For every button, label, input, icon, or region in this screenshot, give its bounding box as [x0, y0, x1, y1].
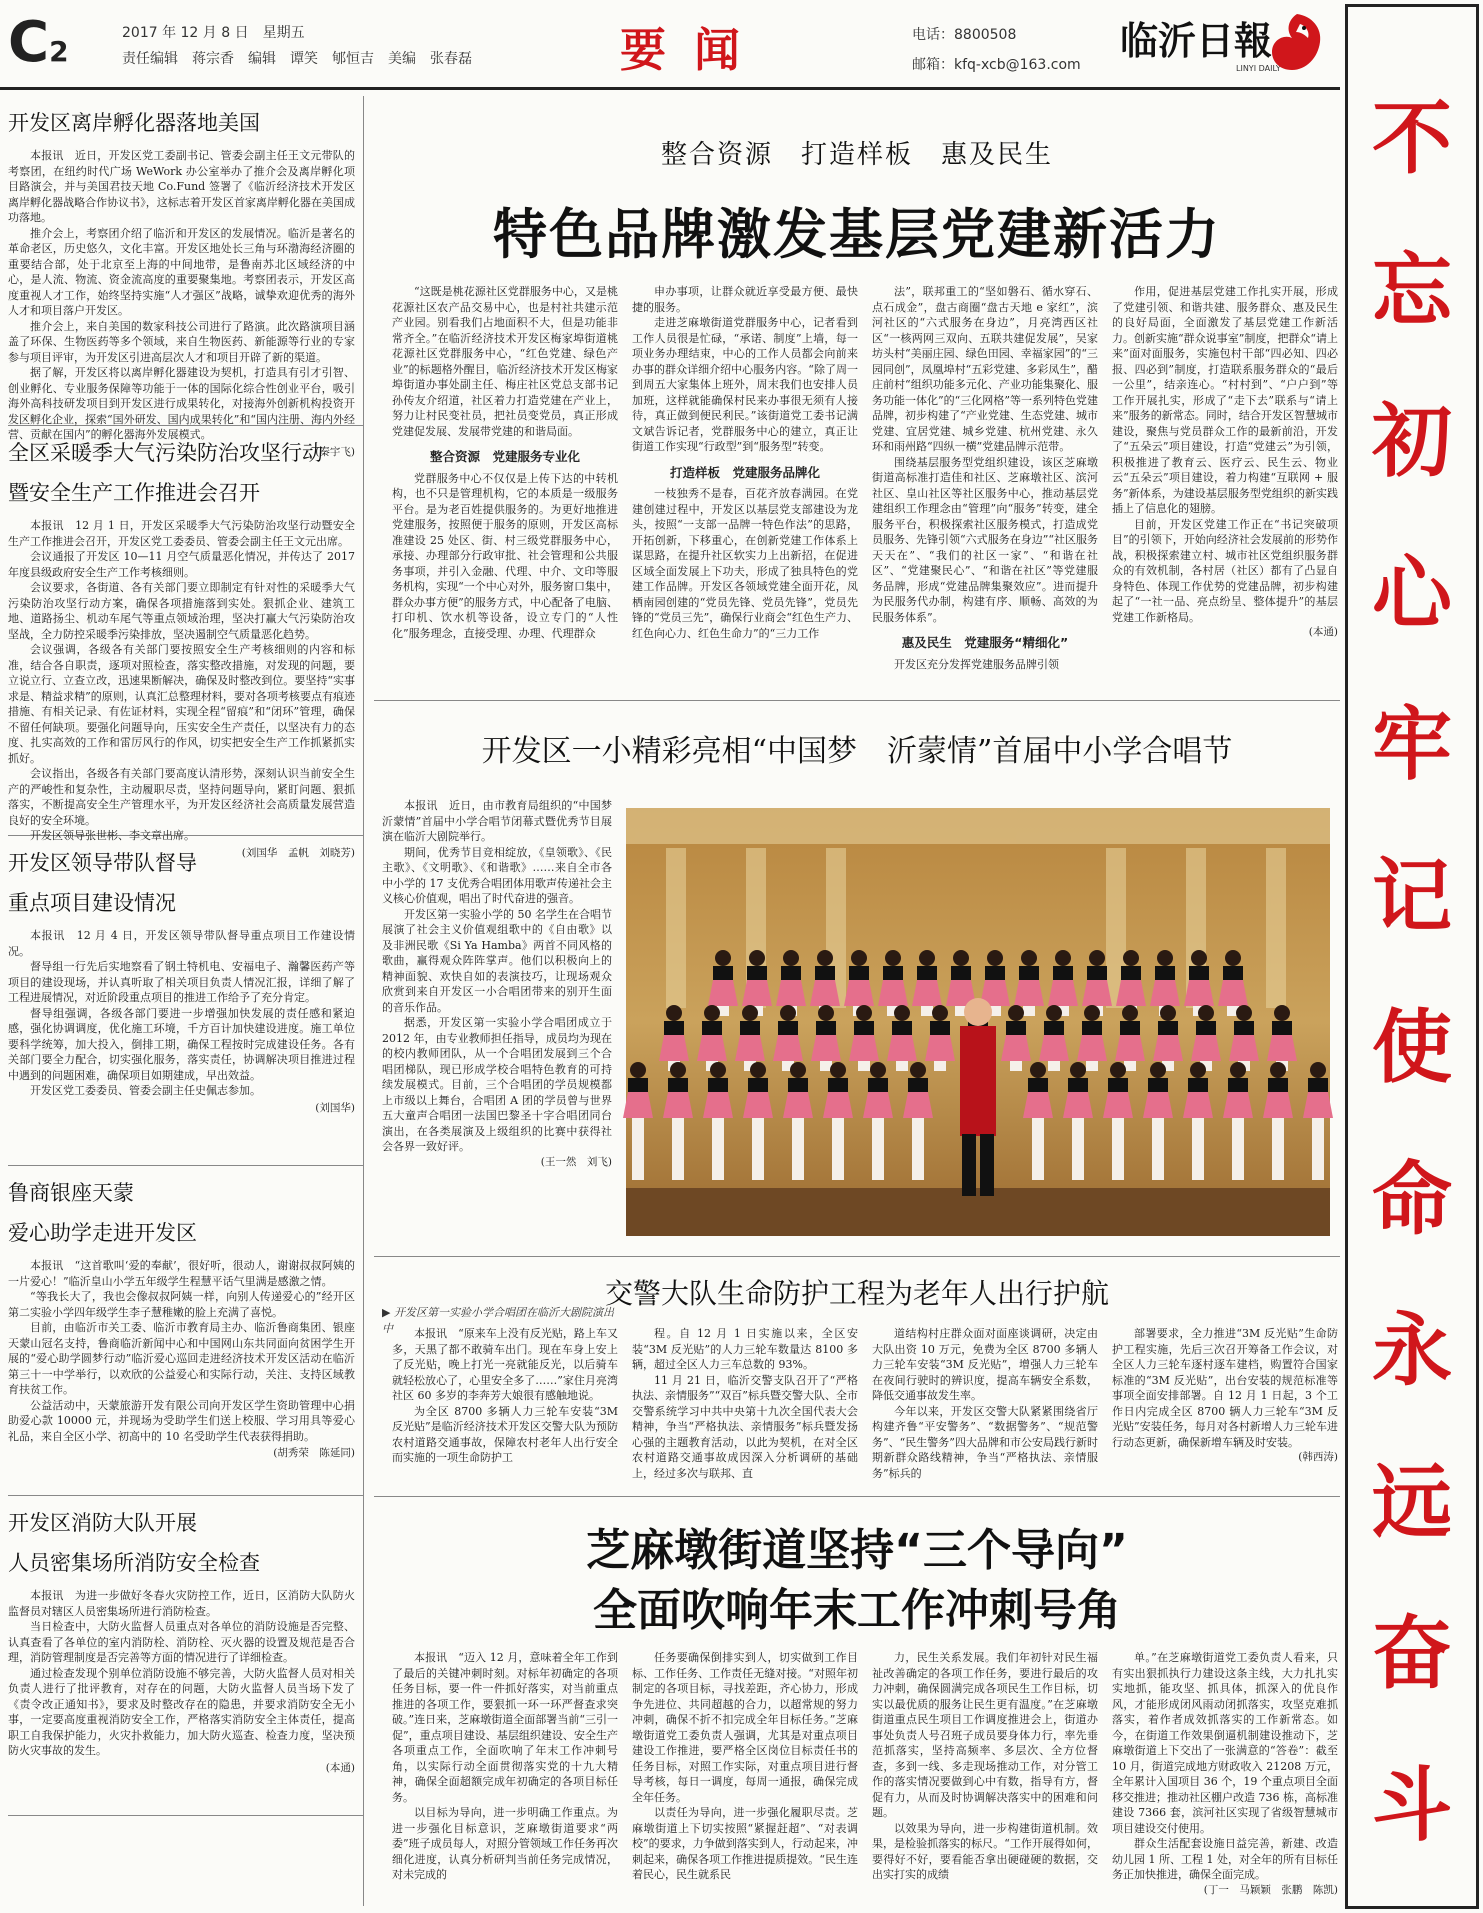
text-column	[392, 1326, 618, 1464]
article-paragraph: 本报讯 12 月 1 日，开发区采暖季大气污染防治攻坚行动暨安全生产工作推进会召开，开发区党工委委员、管委会副主任王文元出席。	[8, 519, 355, 548]
choir-photo	[626, 808, 1330, 1236]
column-paragraph: 单。”在芝麻墩街道党工委负责人看来，只有实出狠抓执行力建设这条主线，大力扎扎实实地抓，能攻坚、抓具体，抓深入的优良作风，才能形成闭风雨动闭抓落实，攻坚克难抓落实，着作者成效抓落实的工作新常态。如今，在街道工作效果倒逼机制建设推动下，芝麻墩街道上下交出了一张满意的“答卷”：截至 10 月，街道完成地方财政收入 21208 万元，全年累计入国项目 36 个，19 个重点项目全面移交推进；推动社区棚户改造 736 栋，高标准建设 7366 套，滨河社区实现了省级智慧城市项目建设交付使用。	[1112, 1651, 1338, 1835]
text-column	[632, 1650, 858, 1900]
phone-label: 电话：	[912, 27, 954, 43]
choir-paragraph: 期间，优秀节目竞相绽放，《皇领歌》、《民主歌》、《文明歌》、《和谐歌》……来自全市各中小学的 17 支优秀合唱团体用歌声传递社会主义核心价值观，唱出了时代奋进的强音。	[382, 845, 612, 905]
choir-story-text	[382, 798, 623, 1170]
column-paragraph: 以目标为导向，进一步明确工作重点。为进一步强化目标意识，芝麻墩街道要求“两委”班子成员每人，对照分管领域工作任务再次细化进度，认真分析研判当前任务完成情况，对未完成的	[392, 1806, 618, 1881]
article-paragraph: 本报讯 “这首歌叫‘爱的奉献’，很好听，很动人，谢谢叔叔阿姨的一片爱心！”临沂皇山小学五年级学生程慧平话气里满是感激之情。	[8, 1259, 355, 1288]
phoenix-emblem-icon	[1262, 8, 1332, 78]
slogan-char: 牢	[1372, 698, 1452, 792]
column-paragraph: 群众生活配套设施日益完善，新建、改造幼儿园 1 所、工程 1 处，对全年的所有目标任务正加快推进，确保全面完成。	[1112, 1837, 1338, 1881]
article-byline: (刘国华)	[315, 1101, 355, 1114]
zhima-story-columns	[392, 1650, 1338, 1900]
slogan-char: 奋	[1372, 1607, 1452, 1701]
zhima-headline-2: 全面吹响年末工作冲刺号角	[593, 1585, 1121, 1636]
article-title: 鲁商银座天蒙	[8, 1181, 134, 1205]
column-byline: (本通)	[1308, 626, 1338, 638]
column-paragraph: 法”，联邦重工的“坚如磐石、循水穿石、点石成金”，盘古商圈“盘古天地 e 家红”，滨河社区的“六式服务在身边”，月亮湾西区社区“一核两网三双向、五联共建促发展”，吴家坊头村“美丽庄园、绿色田园、幸福家园”的“三园同创”，凤凰埠村“五彩党建、多彩凤生”，醋庄前村“组织功能多元化、产业功能集聚化、服务功能一体化”的“三化网格”等一系列特色党建品牌，初步构建了“产业党建、生态党建、城市党建、宜居党建、城乡党建、杭州党建、永久环和雨州路“四纵一横”党建品牌示范带。	[872, 285, 1098, 453]
article-paragraph: 推介会上，来自美国的数家科技公司进行了路演。此次路演项目涵盖了环保、生物医药等多个领域，来自生物医药、新能源等行业的专家参与项目评审，为开发区引进高层次人才和项目开辟了新的渠道。	[8, 319, 355, 364]
slogan-char: 不	[1372, 92, 1452, 185]
left-article	[8, 836, 363, 1166]
column-byline: (丁一 马颖颖 张鹏 陈凯)	[1203, 1883, 1338, 1896]
zhima-headline-1: 芝麻墩街道坚持“三个导向”	[586, 1525, 1128, 1576]
column-paragraph: 走进芝麻墩街道党群服务中心，记者看到工作人员很是忙碌，“承诺、制度”上墙，每一项业务办理结束，中心的工作人员都会向前来办事的群众详细介绍中心服务内容。“除了周一到周五大家集体上班外，周末我们也安排人员加班，这样就能确保村民来办事很无须有人接待，真正做到便民利民。”该街道党工委书记满文斌告诉记者，党群服务中心的建立，真正让街道工作实现“行政型”到“服务型”转变。	[632, 316, 858, 453]
divider	[374, 1256, 1340, 1257]
masthead-meta	[122, 20, 472, 72]
article-paragraph: 督导组一行先后实地察看了钢土特机电、安福电子、瀚馨医药产等项目的建设现场，并认真听取了相关项目负责人情况汇报，详细了解了工程进展情况，对近阶段重点项目的推进工作给予了充分肯定。	[8, 960, 355, 1004]
column-subhead: 打造样板 党建服务品牌化	[669, 464, 820, 480]
article-title: 爱心助学走进开发区	[8, 1221, 197, 1245]
article-byline: (秦宇飞)	[315, 445, 355, 458]
article-paragraph: 会议强调，各级各有关部门要按照安全生产考核细则的内容和标准，结合各自职责，逐项对照检查，落实整改措施，对发现的问题，要立说立行、立查立改，迅速果断解决，确保及时整改到位。要坚持“实事求是、精益求精”的原则，认真汇总整理材料，要对各项考核要点有痕迹措施、有相关记录、有佐证材料，实现全程“留痕”和“闭环”管理，确保不留任何缺项。要强化问题导向，压实安全生产责任，以坚决有力的态度、扎实高效的工作和雷厉风行的作风，切实把安全生产工作抓紧抓实抓好。	[8, 643, 355, 765]
page-letter: C	[8, 10, 50, 75]
column-subhead: 惠及民生 党建服务“精细化”	[901, 635, 1069, 650]
main-area	[374, 96, 1340, 1906]
article-paragraph: 据了解，开发区将以离岸孵化器建设为契机，打造具有引才引智、创业孵化、专业服务保障等功能于一体的国际化综合性创业平台，吸引海外高科技研发项目到开发区进行成果转化，对接海外创新机构投资开发区孵化企业，探索“国外研发、国内成果转化”和“国内注册、海内外经营、贡献在国内”的孵化器海外发展模式。	[8, 366, 355, 441]
column-paragraph: 围绕基层服务型党组织建设，该区芝麻墩街道高标准打造佳和社区、芝麻墩社区、滨河社区、皇山社区等社区服务中心，推动基层党建组织工作理念由“管理”向“服务”转变，建全服务平台，积极探索社区服务模式，打造成党员服务、先锋引领“六式服务在身边”“社区服务天天在”、“我们的社区一家”、“和谐在社区”、“党建聚民心”、“和谐在社区”等党建服务品牌，形成“党建品牌集聚效应”。进而提升为民服务代办制，构建有序、顺畅、高效的为民服务体系”。	[872, 455, 1098, 624]
phone-number: 8800508	[954, 27, 1017, 43]
date-line: 2017 年 12 月 8 日 星期五	[122, 25, 305, 41]
slogan-char: 忘	[1372, 243, 1452, 337]
slogan-char: 使	[1372, 1001, 1452, 1095]
column-paragraph: 以责任为导向，进一步强化履职尽责。芝麻墩街道上下切实按照“紧握赶超”、“对表调校”的要求，力争做到落实到人，行动起来，冲刺起来，确保各项工作推进提质提效。“民生连着民心，民生就系民	[632, 1806, 858, 1881]
article-paragraph: 目前，由临沂市关工委、临沂市教育局主办、临沂鲁商集团、银座天蒙山冠名支持，鲁商临沂新闻中心和中国网山东共同面向贫困学生开展的“爱心助学圆梦行动”临沂爱心巡回走进经济技术开发区活动在临沂第三十一中学举行，以欢欣的公益爱心和实际行动，关注、支持区域教育扶贫工作。	[8, 1321, 355, 1396]
article-title: 人员密集场所消防安全检查	[8, 1551, 260, 1575]
divider	[374, 1496, 1340, 1497]
article-title: 重点项目建设情况	[8, 891, 176, 915]
column-paragraph: 开发区充分发挥党建服务品牌引领	[894, 657, 1059, 671]
slogan-char: 心	[1372, 546, 1452, 640]
choir-headline: 开发区一小精彩亮相“中国梦 沂蒙情”首届中小学合唱节	[481, 734, 1233, 769]
email-address: kfq-xcb@163.com	[954, 57, 1081, 73]
column-paragraph: 程。自 12 月 1 日实施以来，全区安装“3M 反光贴”的人力三轮车数量达 8100 多辆，超过全区人力三车总数的 93%。	[632, 1327, 858, 1371]
column-paragraph: 一枝独秀不是春，百花齐放春满园。在党建创建过程中，开发区以基层党支部建设为龙头，按照“一支部一品牌一特色作法”的思路，开拓创新，下移重心，在创新党建工作体系上谋思路，在提升社区软实力上出新招，在促进区域全面发展上下功夫，形成了独具特色的党建工作品牌。开发区各领域党建全面开花，凤栖南园创建的“党员先锋、党员先锋”，党员先锋的“党员三先”，确保行业商会“红色生产力、红色向心力、红色生命力”的“三力工作	[632, 487, 858, 640]
article-title: 开发区领导带队督导	[8, 851, 197, 875]
article-title: 全区采暖季大气污染防治攻坚行动	[8, 441, 323, 465]
lead-headline: 特色品牌激发基层党建新活力	[493, 203, 1221, 266]
column-paragraph: 目前，开发区党建工作正在“书记突破项目”的引领下，开始向经济社会发展前的形势作战，积极探索建立村、城市社区党组织服务群众的有效机制，各村居（社区）都有了凸显自身特色、体现工作优势的党建品牌，初步构建起了“一社一品、亮点纷呈、整体提升”的基层党建工作新格局。	[1112, 517, 1338, 624]
traffic-story-columns	[392, 1326, 1338, 1480]
column-paragraph: 部署要求，全力推进“3M 反光贴”生命防护工程实施，先后三次召开筹备工作会议，对全区人力三轮车逐村逐车建档，购置符合国家标准的“3M 反光贴”，出台安装的规范标准等事项全面安排部署。自 12 月 1 日起，3 个工作日内完成全区 8700 辆人力三轮车“3M 反光贴”安装任务，每月对各村新增人力三轮车进行动态更新，确保新增车辆及时安装。	[1112, 1327, 1338, 1449]
choir-byline: (王一然 刘飞)	[540, 1155, 612, 1168]
slogan-char: 记	[1372, 849, 1452, 943]
column-paragraph: 任务要确保倒排实到人，切实做到工作目标、工作任务、工作责任无缝对接。“对照年初制定的各项目标，寻找差距，齐心协力，形成争先进位、共同超越的合力，以超常规的努力冲刺，确保不折不扣完成全年目标任务。”芝麻墩街道党工委负责人强调，尤其是对重点项目建设工作推进，要严格全区岗位目标责任书的任务目标，对照工作实际，对重点项目进行督导考核，每日一调度，每周一通报，确保完成全年任务。	[632, 1651, 858, 1804]
article-paragraph: 督导组强调，各级各部门要进一步增强加快发展的责任感和紧迫感，强化协调调度，优化施工环境，千方百计加快建设进度。施工单位要科学统筹，加大投入，倒排工期，确保工程按时完成建设任务。各有关部门要全力配合，切实强化服务，落实责任，协调解决项目推进过程中遇到的问题困难，确保项目如期建成，早出效益。	[8, 1006, 355, 1082]
article-paragraph: 会议通报了开发区 10—11 月空气质量恶化情况，并传达了 2017 年度县级政府安全生产工作考核细则。	[8, 550, 355, 579]
column-paragraph: 以效果为导向，进一步构建街道机制。效果，是检验抓落实的标尺。“工作开展得如何，要得好不好，要看能否拿出硬碰硬的数据，交出实打实的成绩	[872, 1821, 1098, 1881]
text-column	[872, 1650, 1098, 1900]
left-news-column	[8, 96, 364, 1906]
column-paragraph: 为全区 8700 多辆人力三轮车安装“3M 反光贴”是临沂经济技术开发区交警大队为预防农村道路交通事故，保障农村老年人出行安全而实施的一项生命防护工	[392, 1404, 618, 1464]
left-article	[8, 1166, 363, 1496]
article-paragraph: 通过检查发现个别单位消防设施不够完善，大防火监督人员对相关负责人进行了批评教育，对存在的问题，大防火监督人员当场下发了《责令改正通知书》，要求及时整改存在的隐患，并要求消防安全无小事，一定要高度重视消防安全工作，严格落实消防安全主体责任，提高职工自我保护能力，火灾扑救能力，加大防火巡查、检查力度，坚决预防火灾事故的发生。	[8, 1666, 355, 1757]
page-digit: 2	[49, 35, 69, 68]
slogan-char: 初	[1372, 395, 1452, 489]
slogan-box	[1345, 4, 1479, 1909]
slogan-char: 命	[1372, 1152, 1452, 1246]
slogan-char: 斗	[1372, 1758, 1452, 1852]
article-title: 暨安全生产工作推进会召开	[8, 481, 260, 505]
column-paragraph: 作用，促进基层党建工作扎实开展，形成了党建引领、和谐共建、服务群众、惠及民生的良好局面，全面激发了基层党建工作新活力。创新实施“群众说事室”制度，把群众“请上来”面对面服务，实施包村干部“四必知、四必报、四必到”制度，打造联系服务群众的“最后一公里”，结亲连心。“村村到”、“户户到”等工作开展扎实，形成了“走下去”联系与“请上来”服务的新常态。同时，结合开发区智慧城市建设，聚焦与党员群众工作的最新前沿，开发了“五朵云”项目建设，打造“党建云”为引领，积极推进了教育云、医疗云、民生云、物业云“五朵云”项目建设，着力构建“互联网 + 服务”新体系，为建设基层服务型党组织的新实践插上了信息化的翅膀。	[1112, 285, 1338, 515]
text-column	[392, 1650, 618, 1900]
article-byline: (本通)	[325, 1761, 355, 1774]
article-paragraph: 开发区领导张世彬、李文章出席。	[30, 829, 195, 842]
divider	[374, 700, 1340, 701]
slogan-char: 远	[1372, 1455, 1452, 1549]
column-subhead: 整合资源 党建服务专业化	[429, 449, 580, 464]
article-title: 开发区消防大队开展	[8, 1511, 197, 1535]
traffic-headline: 交警大队生命防护工程为老年人出行护航	[604, 1277, 1109, 1310]
column-paragraph: “这既是桃花源社区党群服务中心，又是桃花源社区农产品交易中心，也是村社共建示范产业园。别看我们占地面积不大，但是功能非常齐全。”在临沂经济技术开发区梅家埠街道桃花源社区党群服务中心，“红色党建、绿色产业”的标题格外醒目，临沂经济技术开发区梅家埠街道办事处副主任、梅庄社区党总支部书记孙传友介绍道，社区着力打造党建在产业上，努力让村民变社员，把社员变党员，真正形成党建促发展、发展带党建的和谐局面。	[392, 285, 618, 438]
column-paragraph: 本报讯 “原来车上没有反光贴，路上车又多，天黑了都不敢骑车出门。现在车身上安上了反光贴，晚上打光一亮就能反光，以后骑车就轻松放心了，心里安全多了……”家住月亮湾社区 60 多岁的李奔芳大娘很有感触地说。	[392, 1327, 618, 1402]
column-paragraph: 今年以来，开发区交警大队紧紧围绕省厅构建齐鲁“平安警务”、“数据警务”、“规范警务”、“民生警务”四大品牌和市公安局践行新时期新群众路线精神，争当“严格执法、亲情服务”标兵的	[872, 1404, 1098, 1480]
left-article	[8, 1496, 363, 1816]
left-article	[8, 426, 363, 859]
column-byline: (韩西涛)	[1298, 1451, 1338, 1463]
article-paragraph: 会议要求，各街道、各有关部门要立即制定有针对性的采暖季大气污染防治攻坚行动方案，确保各项措施落到实处。狠抓企业、建筑工地、道路扬尘、机动车尾气等重点领域治理，坚决打赢大气污染防治攻坚战，全力防控采暖季污染排放，坚决遏制空气质量恶化趋势。	[8, 581, 355, 641]
slogan-char: 永	[1372, 1304, 1452, 1398]
column-paragraph: 党群服务中心不仅仅是上传下达的中转机构，也不只是管理机构，它的本质是一级服务平台。是为老百姓提供服务的。为更好地推进党建服务，按照便于服务的原则，开发区高标准建设 25 处区、街、村三级党群服务中心，承接、办理部分行政审批、社会管理和公共服务事项，并引入金融、代理、中介、文印等服务机构，实现“一个中心对外，服务窗口集中，群众办事方便”的服务方式，中心配备了电脑、打印机、饮水机等设备，设立专门的“人性化”服务理念，直接受理、办理、代理群众	[392, 471, 618, 640]
page-number	[8, 10, 69, 75]
article-paragraph: 会议指出，各级各有关部门要高度认清形势，深刻认识当前安全生产的严峻性和复杂性，主动履职尽责，坚持问题导向，紧盯问题、狠抓落实，不断提高安全生产管理水平，为开发区经济社会高质量发展营造良好的安全环境。	[8, 767, 355, 827]
contact-info	[912, 20, 1081, 80]
column-paragraph: 力，民生关系发展。我们年初针对民生福祉改善确定的各项工作任务，要进行最后的攻力冲刺，确保圆满完成各项民生工作目标，切实以最优质的服务让民生更有温度。”在芝麻墩街道重点民生项目工作调度推进会上，街道办事处负责人号召班子成员要身体力行，率先垂范抓落实，坚持高频率、多层次、全方位督查，多到一线、多走现场推动工作，对分管工作的落实情况要做到心中有数，指导有方，督促有力，从而及时协调解决落实中的困难和问题。	[872, 1651, 1098, 1819]
article-paragraph: 本报讯 为进一步做好冬春火灾防控工作，近日，区消防大队防火监督员对辖区人员密集场所进行消防检查。	[8, 1589, 355, 1618]
text-column	[872, 1326, 1098, 1480]
column-paragraph: 道结构村庄群众面对面座谈调研，决定由大队出资 10 万元，免费为全区 8700 多辆人力三轮车安装“3M 反光贴”，增强人力三轮车在夜间行驶时的辨识度，提高车辆安全系数，降低交通事故发生率。	[872, 1327, 1098, 1402]
section-title: 要闻	[620, 23, 768, 77]
article-paragraph: “等我长大了，我也会像叔叔阿姨一样，向别人传递爱心的”经开区第二实验小学四年级学生李子慧稚嫩的脸上充满了喜悦。	[8, 1290, 355, 1319]
choir-paragraph: 据悉，开发区第一实验小学合唱团成立于 2012 年，由专业教师担任指导，成员均为现在的校内教师团队，从一个合唱团发展到三个合唱团梯队，现已形成学校合唱特色教育的可持续发展模式。目前，三个合唱团的学员规模都上市级以上舞台，合唱团 A 团的学员曾与世界五大童声合唱团一法国巴黎圣十字合唱团同台演出，在各类展演及上级组织的比赛中获得社会各界一致好评。	[382, 1016, 612, 1153]
article-paragraph: 当日检查中，大防火监督人员重点对各单位的消防设施是否完整、认真查看了各单位的室内消防栓、消防栓、灭火器的设置及规范是否合理，消防管理制度是否完善等方面的情况进行了详细检查。	[8, 1620, 355, 1664]
paper-logo: 临沂日報	[1120, 18, 1273, 63]
article-paragraph: 推介会上，考察团介绍了临沂和开发区的发展情况。临沂是著名的革命老区，历史悠久，文化丰富。开发区地处长三角与环渤海经济圈的重要结合部，处于北京至上海的中间地带，是鲁南苏北区域经济的中心，是人流、物流、资金流高度的重要聚集地。考察团表示，开发区高度重视人才工作，始终坚持实施“人才强区”战略，诚挚欢迎优秀的海外人才和项目落户开发区。	[8, 226, 355, 317]
slogan-column	[1348, 7, 1476, 1906]
article-byline: (刘国华 孟帆 刘晓芳)	[241, 846, 355, 859]
masthead	[0, 0, 1340, 90]
column-paragraph: 11 月 21 日，临沂交警支队召开了“严格执法、亲情服务”“双百”标兵暨交警大队、全市交警系统学习中共中央第十九次全国代表大会精神，争当“严格执法、亲情服务”标兵暨发扬心强的主题教育活动，以此为契机，在对全区农村道路交通事故成因深入分析调研的基础上，经过多次与联邦、直	[632, 1373, 858, 1480]
choir-paragraph: 本报讯 近日，由市教育局组织的“中国梦 沂蒙情”首届中小学合唱节闭幕式暨优秀节目展演在临沂大剧院举行。	[382, 799, 623, 843]
column-paragraph: 申办事项，让群众就近享受最方便、最快捷的服务。	[632, 285, 858, 314]
article-paragraph: 开发区党工委委员、管委会副主任史佩志参加。	[30, 1084, 261, 1097]
photo-caption: ▶ 开发区第一实验小学合唱团在临沂大剧院演出中	[382, 1306, 614, 1335]
article-paragraph: 本报讯 12 月 4 日，开发区领导带队督导重点项目工作建设情况。	[8, 929, 355, 958]
article-paragraph: 公益活动中，天蒙旅游开发有限公司向开发区学生资助管理中心捐助爱心款 10000 元，并现场为受助学生们送上校服、学习用具等爱心礼品，来自全区小学、初高中的 10 名受助学生代表获得捐助。	[8, 1398, 355, 1443]
choir-paragraph: 开发区第一实验小学的 50 名学生在合唱节展演了社会主义价值观组歌中的《自由歌》以及非洲民歌《Si Ya Hamba》两首不同风格的歌曲，赢得观众阵阵掌声。他们以积极向上的精神面貌、欢快自如的表演技巧，让现场观众欣赏到来自开发区一小合唱团带来的别开生面的音乐作品。	[382, 907, 612, 1014]
article-byline: (胡秀荣 陈延同)	[273, 1447, 355, 1459]
email-label: 邮箱：	[912, 57, 954, 73]
editors-line: 责任编辑 蒋宗香 编辑 谭笑 郇恒吉 美编 张春磊	[122, 51, 472, 67]
lead-kicker: 整合资源 打造样板 惠及民生	[660, 140, 1053, 170]
text-column	[632, 1326, 858, 1480]
text-column	[1112, 1650, 1338, 1900]
text-column	[1112, 1326, 1338, 1463]
photo-caption-text: 开发区第一实验小学合唱团在临沂大剧院演出中	[382, 1306, 614, 1335]
column-paragraph: 本报讯 “迈入 12 月，意味着全年工作到了最后的关键冲刺时刻。对标年初确定的各项任务目标，要一件一件抓好落实，对当前重点推进的各项工作，要狠抓一环一环严督查求突破。”连日来，芝麻墩街道全面部署当前“三引一促”，重点项目建设、基层组织建设、安全生产各项重点工作，全面吹响了年末工作冲刺号角，以实际行动全面贯彻落实党的十九大精神，确保全面超额完成年初确定的各项目标任务。	[392, 1651, 618, 1804]
article-title: 开发区离岸孵化器落地美国	[8, 111, 260, 135]
paper-logo-en: LINYI DAILY	[1236, 64, 1281, 73]
article-paragraph: 本报讯 近日，开发区党工委副书记、管委会副主任王文元带队的考察团，在纽约时代广场 WeWork 办公室举办了推介会及离岸孵化项目路演会，并与美国君技天地 Co.Fund 签署了《临沂经济技术开发区离岸孵化器战略合作协议书》，这标志着开发区首家离岸孵化器在美国成功落地。	[8, 149, 355, 224]
